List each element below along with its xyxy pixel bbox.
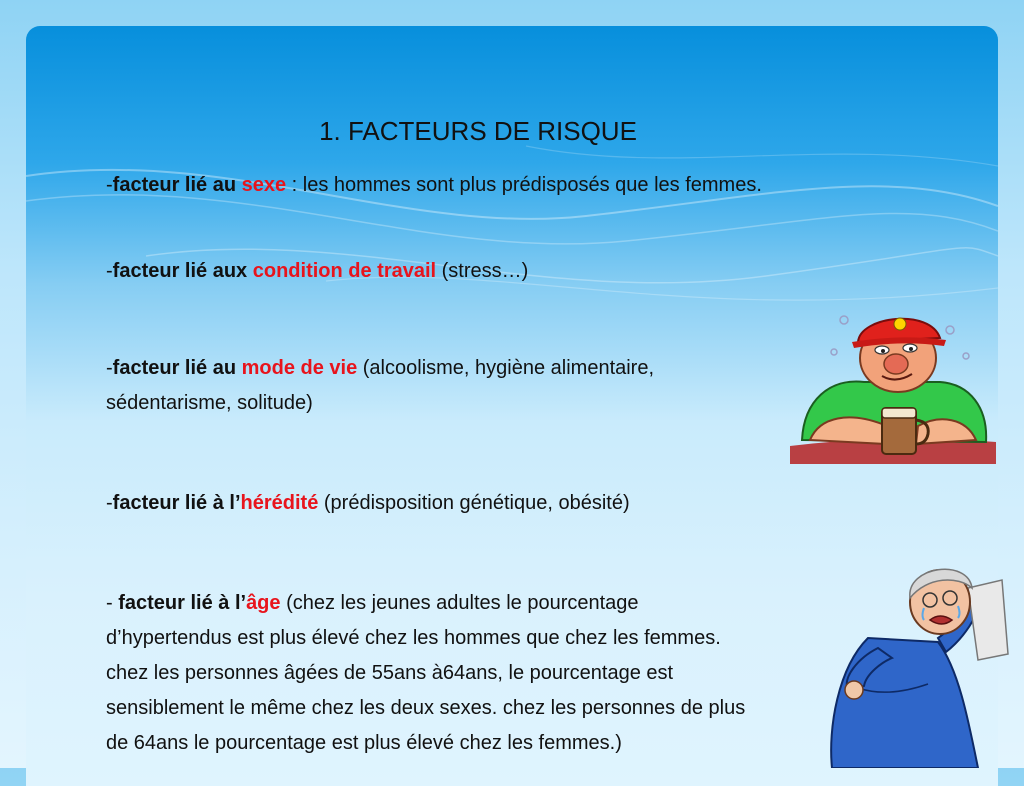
keyword-condition-travail: condition de travail: [252, 260, 437, 282]
keyword-sexe: sexe: [241, 174, 287, 196]
risk-factor-sexe: -facteur lié au sexe : les hommes sont plus prédisposés que les femmes.: [106, 174, 762, 196]
keyword-heredite: hérédité: [240, 492, 319, 514]
risk-factor-age: - facteur lié à l’âge (chez les jeunes adultes le pourcentage d’hypertendus est plus élevé chez les hommes que chez les femmes. chez les personnes âgées de 55ans à64ans, le pourcentage est sensiblement le même chez les deux sexes. chez les personnes de plus de 64ans le pourcentage est plus élevé chez les femmes.): [106, 592, 746, 754]
keyword-mode-de-vie: mode de vie: [241, 357, 358, 379]
old-woman-illustration: [818, 558, 1024, 768]
keyword-age: âge: [246, 592, 281, 614]
drinking-man-illustration: [790, 308, 996, 464]
slide-title: 1. FACTEURS DE RISQUE: [319, 116, 637, 146]
risk-factor-mode-de-vie: -facteur lié au mode de vie (alcoolisme, hygiène alimentaire, sédentarisme, solitude): [106, 357, 655, 414]
risk-factor-heredite: -facteur lié à l’hérédité (prédisposition génétique, obésité): [106, 492, 630, 514]
risk-factor-travail: -facteur lié aux condition de travail (stress…): [106, 260, 529, 282]
